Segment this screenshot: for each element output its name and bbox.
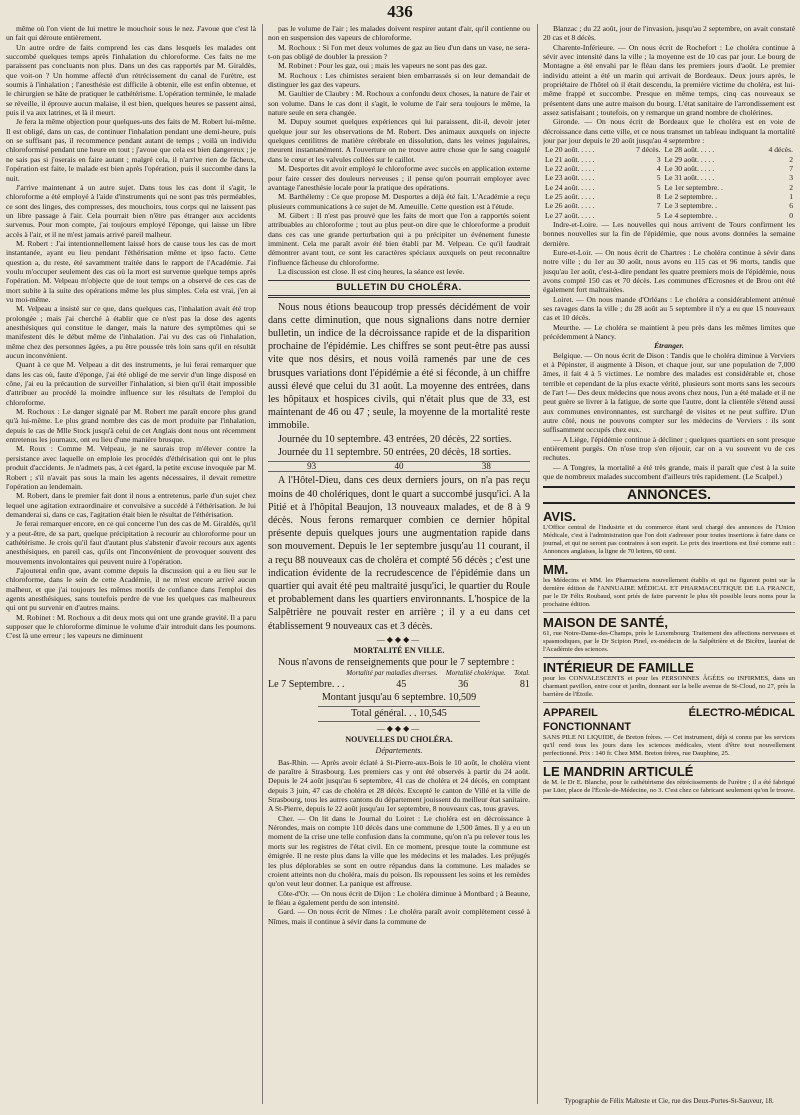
table-row: [543, 192, 795, 201]
page-number: 436: [387, 2, 413, 21]
printer-footer: Typographie de Félix Malteste et Cie, rue des Deux-Portes-St-Sauveur, 18.: [564, 1097, 774, 1105]
ad-text: les Médecins et MM. les Pharmaciens nouvellement établis et qui ne figurent point sur la dernière édition de l'ANNUAIRE MÉDICAL ET PHARMACEUTIQUE DE LA FRANCE, par le Dr Félix Roubaud, sont priés de faire parvenir le plus tôt possible leurs noms pour la prochaine édition.: [543, 576, 795, 608]
paragraph: Journée du 11 septembre. 50 entrées, 20 décès, 18 sorties.: [278, 446, 512, 458]
paragraph: Gironde. — On nous écrit de Bordeaux que le choléra est en voie de décroissance dans cette ville, et ce nous transmet un tableau indiquant la mortalité jour par jour depuis le 20 août jusqu'au 4 septembre :: [543, 117, 795, 146]
paragraph: M. Velpeau a insisté sur ce que, dans quelques cas, l'inhalation avait été trop prolongée ; mais j'ai cherché à établir que ce n'est pas la dose des agents anesthésiques qui constitue le danger, mais la nature des symptômes qui se manifestent dès le début même de l'inhalation. J'ai vu des cas où l'inhalation, même chez des personnes âgées, a pu être poussée très loin sans qu'il en résultât aucun inconvénient.: [6, 304, 256, 361]
paragraph: Côte-d'Or. — On nous écrit de Dijon : Le choléra diminue à Montbard ; à Beaune, le fléau a également perdu de son intensité.: [268, 888, 530, 907]
bordeaux-mortality-table: [543, 145, 795, 219]
column-rule: [537, 24, 538, 1104]
paragraph: Belgique. — On nous écrit de Dison : Tandis que le choléra diminue à Verviers et à Pépinster, il augmente à Dison, et chaque jour, sur une population de 7,000 âmes, il fait 4 à 5 victimes. Le nombre des malades est considérable et, chose terrible et cependant de la plus exacte vérité, plusieurs sont morts sans les secours de l'art !— Des deux médecins que nous avons chez nous, l'un a été malade et il ne peut guère se livrer à la fatigue, de sorte que l'autre, dont la clientèle s'étend aussi aux communes environnantes, est surchargé de visites et ne peut suffire. D'un autre côté, nous ne pouvons compter sur les médecins de Verviers : ils sont suffisamment occupés chez eux.: [543, 350, 795, 435]
paragraph: Eure-et-Loir. — On nous écrit de Chartres : Le choléra continue à sévir dans notre ville ; du 1er au 30 août, nous avons eu 115 cas et 96 morts, tandis que jusqu'au 1er août, c'est-à-dire pendant les quatre premiers mois de l'épidémie, nous avons compté 150 cas et 70 décès. Les communes d'Ecrosnes et de Brou ont été également fort maltraitées.: [543, 247, 795, 295]
ad-text: 61, rue Notre-Dame-des-Champs, près le Luxembourg. Traitement des affections nerveuses et spasmodiques, par le Dr Scipion Pinel, ex-médecin de la Salpêtrière et de Bicêtre, lauréat de l'Académie des sciences.: [543, 629, 795, 653]
table-cell: 3: [656, 154, 661, 164]
paragraph: M. Rochoux : Si l'on met deux volumes de gaz au lieu d'un dans un vase, ne sera-t-on pas obligé de doubler la pression ?: [268, 42, 530, 62]
ad-text: L'Office central de l'industrie et du commerce étant seul chargé des annonces de l'Union Médicale, c'est à l'administration que l'on doit s'adresser pour toutes insertions à faire dans ce journal, et qui ne seront pas contraires à son esprit. Le prix des insertions est fixé comme suit : Annonces anglaises, la ligne de 70 lettres, 60 cent.: [543, 523, 795, 555]
table-cell: Le 21 août. . . . .: [545, 154, 595, 164]
table-cell: Le 31 août. . . . .: [664, 173, 715, 183]
ad-text: pour les CONVALESCENTS et pour les PERSONNES ÂGÉES ou INFIRMES, dans un charmant pavillon, entre cour et jardin, donnant sur la belle avenue de St-Cloud, no 27, près la barrière de l'Étoile.: [543, 674, 795, 698]
mortalite-row: [268, 678, 530, 691]
table-cell: 7: [656, 201, 661, 211]
column-rule: [262, 24, 263, 1104]
paragraph: M. Rochoux : Les chimistes seraient bien embarrassés si on leur demandait de distinguer les gaz des vapeurs.: [268, 70, 530, 90]
paragraph: — A Tongres, la mortalité a été très grande, mais il paraît que c'est à la suite que de nombreux malades succombent d'ailleurs très rapidement. (Le Scalpel.): [543, 462, 795, 482]
value: 36: [458, 679, 469, 691]
table-row: [543, 145, 795, 154]
paragraph: pas le volume de l'air ; les malades doivent respirer autant d'air, qu'il contienne ou non en suspension des vapeurs de chloroforme.: [268, 24, 530, 43]
table-cell: Le 4 septembre. .: [664, 210, 718, 220]
table-cell: 0: [789, 210, 793, 220]
paragraph: même où l'on vient de lui mettre le mouchoir sous le nez. J'avoue que c'est là un fait qui déroute entièrement.: [6, 24, 256, 43]
paragraph: M. Robinet : M. Rochoux a dit deux mots qui ont une grande gravité. Il a paru supposer que le chloroforme diminue le volume d'air introduit dans les poumons. C'est là une erreur ; les vapeurs ne diminuent: [6, 612, 256, 641]
table-cell: 4: [656, 164, 661, 174]
paragraph: M. Gaultier de Claubry : M. Rochoux a confondu deux choses, la nature de l'air et son volume. Dans le cas dont il s'agit, le volume de l'air sera toujours le même, la nature seule en sera changée.: [268, 89, 530, 118]
table-cell: 4 décès.: [768, 145, 793, 155]
ad-avis: [543, 507, 795, 560]
ad-title: INTÉRIEUR DE FAMILLE: [543, 659, 694, 675]
row-label: Le 7 Septembre. . .: [268, 679, 345, 691]
paragraph: Charente-Inférieure. — On nous écrit de Rochefort : Le choléra continue à sévir avec intensité dans la ville ; la moyenne est de 10 cas par jour. Le bourg de Montagne a été envahi par le fléau dans les premiers jours d'août. Le premier individu atteint a été un marin qui arrivait de Bordeaux. Deux jours après, le propriétaire de l'hôtel où il était descendu, la première victime du choléra, est lui-même frappé et succombe. Presque en même temps, cinq cas nouveaux se présentent dans une autre maison du bourg. L'état sanitaire de l'arrondissement est assez satisfaisant ; toutefois, on y remarque un grand nombre de cholérines.: [543, 42, 795, 118]
table-row: [543, 164, 795, 173]
paragraph: M. Robert, dans le premier fait dont il nous a entretenus, parle d'un sujet chez lequel une agitation extraordinaire et convulsive a succédé à l'éthérisation. Je lui demanderai si, dans ce cas, l'agitation était bien le résultat de l'éthérisation.: [6, 491, 256, 519]
paragraph: Nous n'avons de renseignements que pour le 7 septembre :: [278, 656, 515, 668]
paragraph: M. Robinet : Pour les gaz, oui ; mais les vapeurs ne sont pas des gaz.: [278, 61, 488, 71]
ad-title: LE MANDRIN ARTICULÉ: [543, 763, 694, 779]
table-cell: Le 27 août. . . . .: [545, 210, 595, 220]
table-cell: Le 3 septembre. .: [664, 201, 718, 211]
column-2: [268, 24, 530, 1109]
mortalite-header: [268, 669, 530, 678]
ad-title: MM.: [543, 561, 569, 577]
paragraph: Gard. — On nous écrit de Nîmes : Le choléra paraît avoir complètement cessé à Nîmes, mais il continue à sévir dans la commune de: [268, 907, 530, 926]
paragraph: Cher. — On lit dans le Journal du Loiret : Le choléra est en décroissance à Nérondes, mais on compte 110 décès dans une commune de 1,500 âmes. Il y a eu un moment de la crise une telle confusion dans la commune, qu'on n'a pu relever tous les morts sur les registres de l'état civil. En ce moment, presque toute la commune est émigrée. Il ne reste plus dans la ville que les médecins et les malades. Les préjugés les plus déplorables se sont en outre répandus dans la commune. Les malades se croient atteints non du choléra, mais du poison. Ils repoussent les soins et les remèdes qu'on veut leur donner. La panique est affreuse.: [268, 813, 530, 889]
table-cell: Le 30 août. . . . .: [664, 164, 715, 174]
paragraph: J'arrive maintenant à un autre sujet. Dans tous les cas dont il s'agit, le chloroforme a été employé à l'aide d'instruments qui ne sont pas très perméables, ce sont des linges, des compresses, des mouchoirs, tous corps qui ne laissent pas un libre passage à l'air. Cela pourrait bien n'être pas étranger aux accidents survenus. Pour mon compte, j'ai toujours employé l'éponge, qui laisse un libre accès à l'air, et il ne m'est jamais arrivé pareil malheur.: [6, 182, 256, 239]
paragraph: J'ajouterai enfin que, avant comme depuis la discussion qui a eu lieu sur le chloroforme, dans le sein de cette Académie, il ne m'est encore arrivé aucun malheur, et que j'ai toujours les mêmes motifs de confiance dans l'emploi des agents anesthésiques, sans toutefois perdre de vue les quelques cas malheureux qui ont pu survenir en d'autres mains.: [6, 565, 256, 613]
table-row: [543, 201, 795, 210]
table-cell: Le 28 août. . . . .: [664, 145, 715, 155]
table-cell: Le 26 août. . . . .: [545, 201, 595, 211]
paragraph: M. Dupuy soumet quelques expériences qui lui paraissent, dit-il, devoir jeter quelque jour sur les observations de M. Robert. Des animaux auxquels on injecte quelques centilitres de matière cérébrale en dissolution, dans les veines jugulaires, meurent instantanément. A l'ouverture on ne trouve autre chose que le sang coagulé dans le cœur et les valvules collées sur le caillot.: [268, 117, 530, 164]
ad-maison-de-sante: [543, 613, 795, 658]
table-cell: 8: [656, 191, 661, 201]
table-cell: 7: [789, 164, 793, 174]
paragraph: Loiret. — On nous mande d'Orléans : Le choléra a considérablement atténué ses ravages dans la ville ; du 28 août au 5 septembre il n'y a eu que 15 nouveaux cas et 10 décès.: [543, 294, 795, 323]
montant: Montant jusqu'au 6 septembre. 10,509: [321, 692, 477, 704]
nouvelles-subheading: Départements.: [375, 746, 423, 756]
paragraph: M. Desportes dit avoir employé le chloroforme avec succès en application externe pour faire cesser des douleurs nerveuses ; il pense qu'on pourrait employer avec avantage l'anesthésie locale pour la pratique des opérations.: [268, 164, 530, 192]
paragraph: Quant à ce que M. Velpeau a dit des instruments, je lui ferai remarquer que dans les cas où, faute d'éponge, j'ai été obligé de me servir d'un linge disposé en cône, j'ai eu la précaution de surveiller l'inhalation, si bien qu'il était impossible d'attribuer au procédé la moindre influence sur les résultats de l'emploi du chloroforme.: [6, 360, 256, 407]
ornament-divider: —◆◆◆—: [376, 723, 422, 733]
table-row: [543, 173, 795, 182]
paragraph: M. Gibert : Il n'est pas prouvé que les faits de mort que l'on a rapportés soient attribuables au chloroforme ; tout au plus peut-on dire que le chloroforme a produit dans ces cas une grande perturbation qui a pu précipiter un événement funeste imminent. Cela me paraît avoir été bien établi par M. Velpeau. Ce qu'il faudrait démontrer avant tout, ce sont les caractères spéciaux auxquels on peut reconnaître l'influence fâcheuse du chloroforme.: [268, 210, 530, 267]
table-cell: 5: [656, 173, 661, 183]
paragraph: Blanzac ; du 22 août, jour de l'invasion, jusqu'au 2 septembre, on avait constaté 20 cas et 8 décès.: [543, 24, 795, 43]
mortalite-heading: MORTALITÉ EN VILLE.: [353, 646, 445, 656]
table-row: [543, 183, 795, 192]
table-cell: 2: [789, 154, 793, 164]
total-general: Total général. . . 10,545: [318, 706, 480, 721]
table-cell: Le 1er septembre. .: [664, 182, 723, 192]
ad-interieur-famille: [543, 658, 795, 703]
header-cholerique: Mortalité cholérique.: [445, 668, 506, 677]
paragraph: — A Liège, l'épidémie continue à décliner ; quelques quartiers en sont presque entièrement purgés. On n'ose trop s'en réjouir, car on a vu souvent vu de ces rechutes.: [543, 434, 795, 463]
nouvelles-heading: NOUVELLES DU CHOLÉRA.: [345, 735, 453, 745]
ad-mandrin: [543, 762, 795, 799]
table-cell: 2: [789, 182, 793, 192]
header-total: Total.: [514, 668, 530, 677]
paragraph: Indre-et-Loire. — Les nouvelles qui nous arrivent de Tours confirment les bonnes nouvelles sur la fin de l'épidémie, que nous avons données la semaine dernière.: [543, 219, 795, 248]
annonces-heading: ANNONCES.: [543, 486, 795, 503]
table-cell: Le 25 août. . . . .: [545, 191, 595, 201]
total-sorties: 38: [481, 461, 491, 472]
paragraph: Je fera la même objection pour quelques-uns des faits de M. Robert lui-même. Il est obligé, dans un cas, de continuer l'inhalation pendant une demi-heure, puis on se suffisant pas, il recommence pendant autant de temps ; voilà un individu chloroformisé pendant une heure en tout ; j'avoue que cela est bien dangereux ; je ne sais pas si j'oserais en faire autant ; malgré cela, il n'arrive rien de fâcheux, l'opération est faite, le malade est bien après l'opération, puis il succombe dans la nuit.: [6, 117, 256, 183]
ad-text: de M. le Dr E. Blanche, pour le cathétérisme des rétrécissements de l'urètre ; il a été fabriqué par Lüer, place de l'École-de-Médecine, no 3. C'est chez ce fabricant seulement qu'on le trouve.: [543, 778, 795, 794]
value: 81: [519, 679, 530, 691]
paragraph: M. Robert : J'ai intentionnellement laissé hors de cause tous les cas de mort instantanée, ayant eu lieu pendant l'éthérisation même et ipso facto. Cette question a, du reste, été savamment traitée dans le rapport de l'Académie. J'ai voulu m'occuper seulement des cas où la mort est survenue quelque temps après l'opération. M. Velpeau m'objecte que de tout temps on a observé de ces cas de mort subite à la suite des opérations même les plus simples. Cela est vrai, j'en ai vu moi-même.: [6, 238, 256, 304]
paragraph: M. Rochoux : Le danger signalé par M. Robert me paraît encore plus grand qu'à lui-même. Le plus grand nombre des cas de mort produite par l'inhalation, depuis le cas de Mlle Stock jusqu'à celui de cet Anglais dont nous ont récemment entretenus les journaux, ont eu lieu d'une manière brusque.: [6, 407, 256, 445]
table-cell: 3: [789, 173, 793, 183]
ad-title: AVIS.: [543, 508, 576, 524]
paragraph: Journée du 10 septembre. 43 entrées, 20 décès, 22 sorties.: [278, 433, 512, 445]
table-cell: 6: [789, 201, 793, 211]
paragraph: Un autre ordre de faits comprend les cas dans lesquels les malades ont succombé quelques temps après l'inhalation du chloroforme. Ces faits ne me paraissent pas concluants non plus. Dans un des cas rapportés par M. Giraldès, que voit-on ? Un homme affecté d'un rétrécissement du canal de l'urètre, est soumis à l'inhalation ; l'anesthésie est difficile à obtenir, elle est enfin obtenue, et le chirurgien se hâte de pratiquer le cathétérisme. L'opération terminée, le malade se réveille, il éprouve aucun malaise, il est bien, quelques heures se passent ainsi, puis il va aux latrines, et là il meurt.: [6, 42, 256, 118]
ornament-divider: —◆◆◆—: [376, 634, 422, 644]
bulletin-heading: BULLETIN DU CHOLÉRA.: [268, 280, 530, 297]
table-cell: 1: [789, 191, 793, 201]
table-cell: 5: [656, 210, 661, 220]
paragraph: Meurthe. — Le choléra se maintient à peu près dans les mêmes limites que précédemment à Nancy.: [543, 322, 795, 341]
ad-title: APPAREIL ÉLECTRO-MÉDICAL FONCTIONNANT: [543, 706, 795, 733]
table-row: [543, 155, 795, 164]
table-cell: Le 2 septembre. .: [664, 191, 718, 201]
table-cell: Le 23 août. . . . .: [545, 173, 595, 183]
paragraph: Bas-Rhin. — Après avoir éclaté à St-Pierre-aux-Bois le 10 août, le choléra vient de paraître à Strasbourg. Les premiers cas y ont été observés à partir du 24 août. Depuis le 24 août jusqu'au 6 septembre, 41 cas de choléra et 24 décès, en comptant depuis 3 juin, 47 cas de choléra et 28 décès. Excepté le canton de Villé et la ville de Strasbourg, tous les autres cantons du département jouissent du meilleur état sanitaire. A St-Pierre, depuis le 22 août jusqu'au 1er septembre, 8 nouveaux cas, tous graves.: [268, 757, 530, 814]
ad-title: MAISON DE SANTÉ,: [543, 614, 668, 630]
mortalite-table: [268, 669, 530, 722]
paragraph: A l'Hôtel-Dieu, dans ces deux derniers jours, on n'a pas reçu moins de 40 cholériques, dont le quart a succombé jusqu'ici. A la Pitié et à l'hôpital Beaujon, 13 nouveaux malades, et de 8 à 9 décès. Nous ferons remarquer combien ce dernier hôpital présente depuis quelques jours une augmentation rapide dans son mouvement. Depuis le 1er septembre jusqu'au 11 courant, il a reçu 88 nouveaux cas de choléra et compté 56 décès ; c'est une indication évidente de la recrudescence de l'épidémie dans un quartier qui avait été peu maltraité jusqu'ici, le quartier du Roule et probablement dans les quartiers environnants. L'hospice de la Salpêtrière ne pouvait rester en arrière ; il y a eu dans cet établissement 9 nouveaux cas et 3 décès.: [268, 475, 530, 632]
ad-text: SANS PILE NI LIQUIDE, de Breton frères. — Cet instrument, déjà si connu par les services qu'il rend tous les jours dans les sciences médicales, vient d'être tout nouvellement perfectionné. Prix : 140 fr. Chez MM. Breton frères, rue Dauphine, 25.: [543, 733, 795, 757]
etranger-heading: Étranger.: [654, 341, 684, 351]
table-cell: Le 20 août. . . . .: [545, 145, 595, 155]
paragraph: La discussion est close. Il est cinq heures, la séance est levée.: [278, 266, 465, 276]
table-cell: 7 décès.: [636, 145, 661, 155]
total-entrees: 93: [307, 461, 317, 472]
totals-row: [268, 461, 530, 472]
paragraph: Je ferai remarquer encore, en ce qui concerne l'un des cas de M. Giraldès, qu'il y a peut-être, de sa part, quelque précipitation à recourir au chloroforme pour un cathétérisme. Je crois qu'il faut d'autant plus s'abstenir d'avoir recours aux agents anesthésiques, en pareil cas, qu'ils ont l'inconvénient de provoquer souvent des mouvements involontaires qui peuvent nuire à l'opération.: [6, 519, 256, 566]
column-1: [6, 24, 256, 1109]
ad-medecins: [543, 560, 795, 613]
value: 45: [396, 679, 407, 691]
table-row: [543, 211, 795, 220]
paragraph: Nous nous étions beaucoup trop pressés décidément de voir dans cette diminution, que nous signalions dans notre dernier bulletin, un indice de la décroissance rapide et de la disparition prochaine de l'épidémie. Les chiffres se sont peut-être pas aussi vite que nos désirs, et nous voilà ramenés par une de ces brusques variations dont l'épidémie a été si féconde, à un chiffre aussi élevé que celui du 31 août. La moyenne des entrées, dans les hôpitaux et hospices civils, qui n'était plus que de 33, est maintenant de 46 ou 47 ; seule, la moyenne de la mortalité reste immobile.: [268, 301, 530, 432]
table-cell: Le 24 août. . . . .: [545, 182, 595, 192]
header-diverses: Mortalité par maladies diverses.: [346, 668, 438, 677]
table-cell: Le 29 août. . . . .: [664, 154, 715, 164]
ad-appareil: [543, 703, 795, 762]
total-deces: 40: [394, 461, 404, 472]
column-3: [543, 24, 795, 1109]
paragraph: M. Roux : Comme M. Velpeau, je ne saurais trop m'élever contre la persistance avec laquelle on emploie les procédés d'éthérisation qui ont le plus produit d'accidents. Je n'admets pas, à cet égard, la petite excuse invoquée par M. Robert ; s'il n'avait pas sous la main les agents nécessaires, il devait remettre l'opération au lendemain.: [6, 444, 256, 491]
table-cell: 5: [656, 182, 661, 192]
paragraph: M. Barthélemy : Ce que propose M. Desportes a déjà été fait. L'Académie a reçu plusieurs communications à ce sujet de M. Ameuille. Cette question est à l'étude.: [268, 192, 530, 211]
table-cell: Le 22 août. . . . .: [545, 164, 595, 174]
